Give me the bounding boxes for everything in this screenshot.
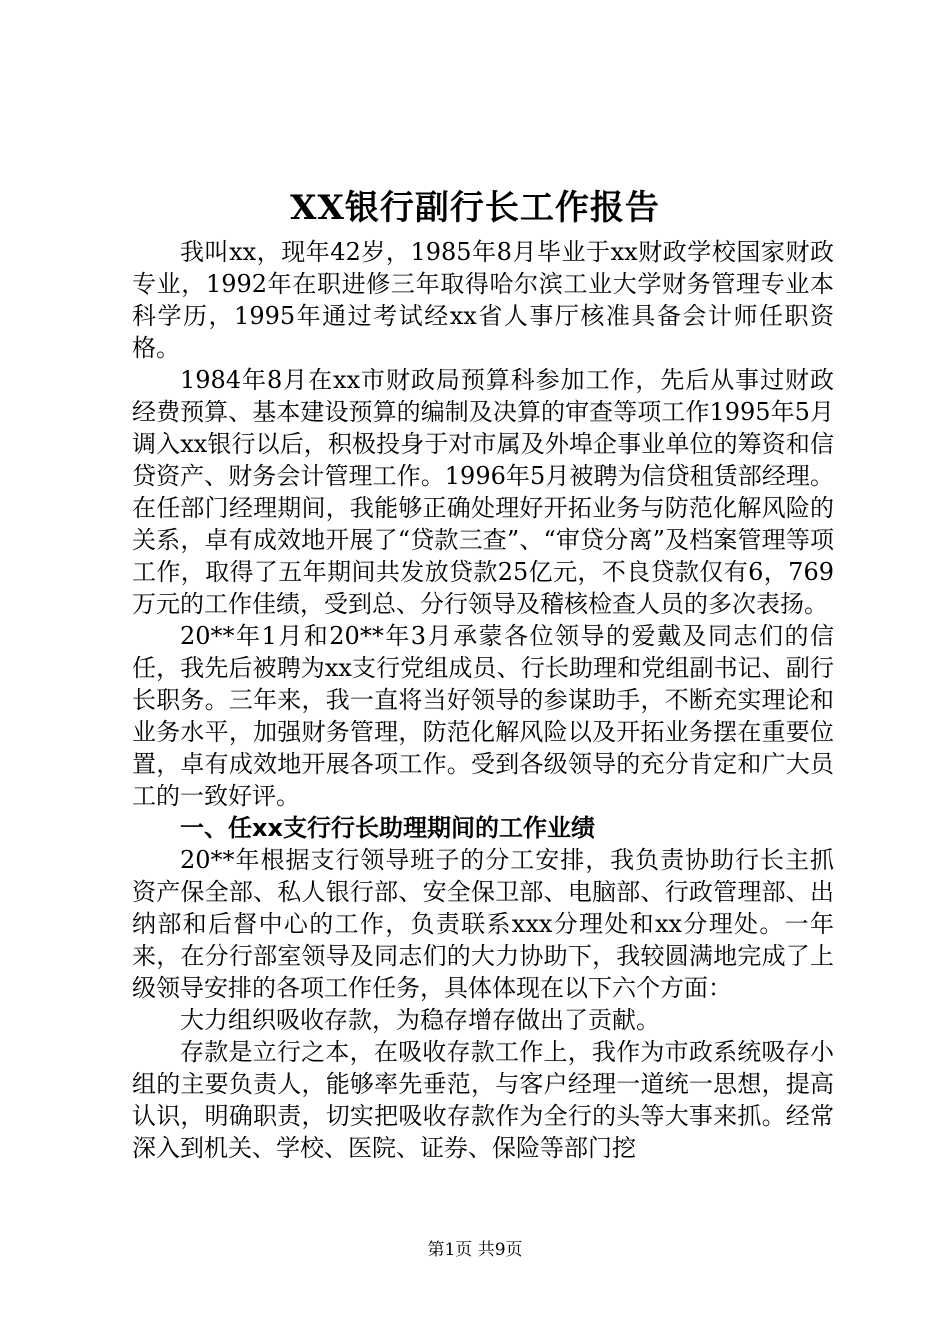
- paragraph-deposits-lead: 大力组织吸收存款，为稳存增存做出了贡献。: [180, 1006, 660, 1034]
- paragraph-career: 1984年8月在xx市财政局预算科参加工作，先后从事过财政经费预算、基本建设预算的编制及决算的审查等项工作1995年5月调入xx银行以后，积极投身于对市属及外埠企事业单位的筹资和信贷资产、财务会计管理工作。1996年5月被聘为信贷租赁部经理。在任部门经理期间，我能够正确处理好开拓业务与防范化解风险的关系，卓有成效地开展了“贷款三查”、“审贷分离”及档案管理等项工作，取得了五年期间共发放贷款25亿元，不良贷款仅有6，769万元的工作佳绩，受到总、分行领导及稽核检查人员的多次表扬。: [132, 366, 834, 618]
- paragraph-responsibilities: 20**年根据支行领导班子的分工安排，我负责协助行长主抓资产保全部、私人银行部、安全保卫部、电脑部、行政管理部、出纳部和后督中心的工作，负责联系xxx分理处和xx分理处。一年来，在分行部室领导及同志们的大力协助下，我较圆满地完成了上级领导安排的各项工作任务，具体体现在以下六个方面：: [132, 846, 834, 1002]
- document-body: [132, 236, 834, 1164]
- document-title: XX银行副行长工作报告: [290, 188, 660, 228]
- paragraph-appointment: 20**年1月和20**年3月承蒙各位领导的爱戴及同志们的信任，我先后被聘为xx支行党组成员、行长助理和党组副书记、副行长职务。三年来，我一直将当好领导的参谋助手，不断充实理论和业务水平，加强财务管理，防范化解风险以及开拓业务摆在重要位置，卓有成效地开展各项工作。受到各级领导的充分肯定和广大员工的一致好评。: [132, 622, 834, 810]
- page-footer: 第1页 共9页: [427, 1240, 523, 1260]
- section-heading: 一、任xx支行行长助理期间的工作业绩: [180, 814, 595, 842]
- paragraph-deposits-detail: 存款是立行之本，在吸收存款工作上，我作为市政系统吸存小组的主要负责人，能够率先垂范，与客户经理一道统一思想，提高认识，明确职责，切实把吸收存款作为全行的头等大事来抓。经常深入到机关、学校、医院、证券、保险等部门挖: [132, 1038, 834, 1162]
- paragraph-intro: 我叫xx，现年42岁，1985年8月毕业于xx财政学校国家财政专业，1992年在职进修三年取得哈尔滨工业大学财务管理专业本科学历，1995年通过考试经xx省人事厅核准具备会计师任职资格。: [132, 238, 834, 362]
